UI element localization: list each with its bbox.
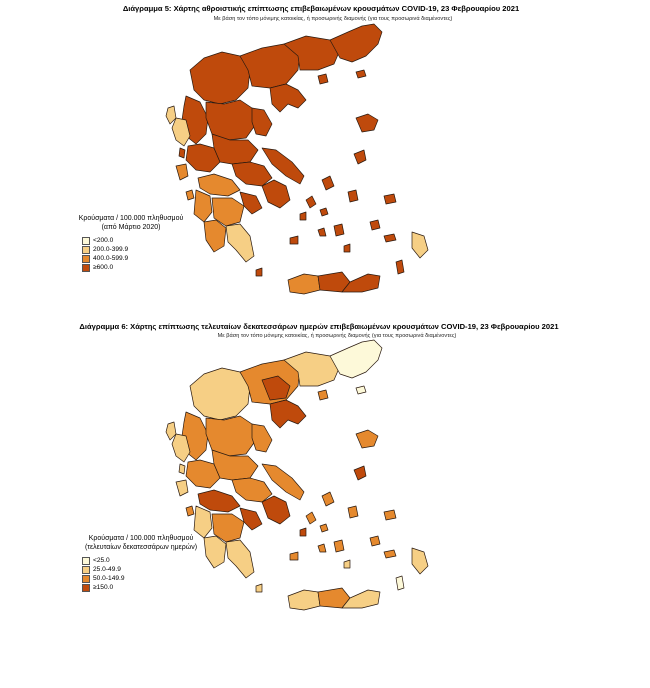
island-lemnos bbox=[356, 430, 378, 448]
region-boeotia bbox=[232, 162, 272, 186]
island-kalymnos bbox=[370, 536, 380, 546]
island-kefalonia bbox=[176, 480, 188, 496]
island-chios bbox=[348, 506, 358, 518]
region-messinia bbox=[204, 220, 226, 252]
island-lemnos bbox=[356, 114, 378, 132]
island-karpathos bbox=[396, 576, 404, 590]
island-lesvos bbox=[354, 466, 366, 480]
region-thrace bbox=[330, 340, 382, 378]
island-andros bbox=[306, 512, 316, 524]
island-tinos bbox=[320, 208, 328, 216]
island-samothraki bbox=[356, 70, 366, 78]
island-lefkada bbox=[179, 148, 185, 158]
map-subtitle: Με βάση τον τόπο μόνιμης κατοικίας, ή προσωρινής διαμονής (για τους προσωρινά διαμένοντες) bbox=[213, 16, 453, 22]
legend-item: ≥600.0 bbox=[82, 263, 206, 272]
map-subtitle: Με βάση τον τόπο μόνιμης κατοικίας, ή προσωρινής διαμονής (για τους προσωρινά διαμένοντες) bbox=[217, 333, 457, 339]
map-title: Διάγραμμα 6: Χάρτης επίπτωσης τελευταίων δεκατεσσάρων ημερών επιβεβαιωμένων κρουσμάτων COVID-19, 23 Φεβρουαρίου 2021 bbox=[79, 322, 559, 331]
island-lefkada bbox=[179, 464, 185, 474]
legend-swatch bbox=[82, 557, 90, 565]
island-zakynthos bbox=[186, 506, 194, 516]
region-thessaly bbox=[206, 100, 256, 140]
region-magnesia bbox=[252, 108, 272, 136]
island-tinos bbox=[320, 524, 328, 532]
legend-swatch bbox=[82, 255, 90, 263]
region-thrace bbox=[330, 24, 382, 62]
legend-swatch bbox=[82, 575, 90, 583]
island-samos bbox=[384, 510, 396, 520]
island-santorini bbox=[344, 244, 350, 252]
region-achaia bbox=[198, 490, 240, 512]
region-boeotia bbox=[232, 478, 272, 502]
legend-swatch bbox=[82, 566, 90, 574]
legend-item: 50.0-149.9 bbox=[82, 574, 226, 583]
island-santorini bbox=[344, 560, 350, 568]
map-legend bbox=[56, 534, 226, 592]
region-thessaly bbox=[206, 416, 256, 456]
legend-item: <200.0 bbox=[82, 236, 206, 245]
island-kythira bbox=[256, 268, 262, 276]
island-kalymnos bbox=[370, 220, 380, 230]
island-andros bbox=[306, 196, 316, 208]
island-thassos bbox=[318, 390, 328, 400]
legend-title: Κρούσματα / 100.000 πληθυσμού (από Μάρτιο 2020) bbox=[78, 215, 184, 231]
island-kos bbox=[384, 234, 396, 242]
island-paros bbox=[318, 228, 326, 236]
island-syros bbox=[300, 528, 306, 536]
region-argolida bbox=[240, 192, 262, 214]
island-naxos bbox=[334, 540, 344, 552]
island-lesvos bbox=[354, 150, 366, 164]
island-syros bbox=[300, 212, 306, 220]
island-kos bbox=[384, 550, 396, 558]
island-karpathos bbox=[396, 260, 404, 274]
legend-swatch bbox=[82, 246, 90, 254]
island-paros bbox=[318, 544, 326, 552]
region-macedonia-west bbox=[190, 52, 250, 104]
island-skyros bbox=[322, 176, 334, 190]
legend-title: Κρούσματα / 100.000 πληθυσμού (τελευταίων δεκατεσσάρων ημερών) bbox=[84, 535, 198, 551]
region-laconia bbox=[226, 540, 254, 578]
region-achaia bbox=[198, 174, 240, 196]
legend-item: ≥150.0 bbox=[82, 583, 226, 592]
island-crete-west bbox=[288, 590, 320, 610]
island-samothraki bbox=[356, 386, 366, 394]
legend-item: 400.0-599.9 bbox=[82, 254, 206, 263]
island-kythira bbox=[256, 584, 262, 592]
greece-choropleth-map bbox=[0, 0, 650, 320]
island-zakynthos bbox=[186, 190, 194, 200]
legend-swatch bbox=[82, 237, 90, 245]
map-legend bbox=[56, 214, 206, 272]
legend-item: 25.0-49.9 bbox=[82, 565, 226, 574]
region-chalkidiki bbox=[270, 400, 306, 428]
island-kefalonia bbox=[176, 164, 188, 180]
region-macedonia-west bbox=[190, 368, 250, 420]
island-rhodes bbox=[412, 548, 428, 574]
island-milos bbox=[290, 236, 298, 244]
island-milos bbox=[290, 552, 298, 560]
14day-incidence-map-panel bbox=[0, 320, 650, 630]
legend-swatch bbox=[82, 264, 90, 272]
island-naxos bbox=[334, 224, 344, 236]
island-thassos bbox=[318, 74, 328, 84]
region-chalkidiki bbox=[270, 84, 306, 112]
cumulative-incidence-map-panel bbox=[0, 0, 650, 320]
region-argolida bbox=[240, 508, 262, 530]
island-skyros bbox=[322, 492, 334, 506]
region-laconia bbox=[226, 224, 254, 262]
island-samos bbox=[384, 194, 396, 204]
region-magnesia bbox=[252, 424, 272, 452]
island-rhodes bbox=[412, 232, 428, 258]
region-attica bbox=[262, 180, 290, 208]
island-chios bbox=[348, 190, 358, 202]
region-attica bbox=[262, 496, 290, 524]
island-crete-west bbox=[288, 274, 320, 294]
legend-swatch bbox=[82, 584, 90, 592]
map-title: Διάγραμμα 5: Χάρτης αθροιστικής επίπτωσης επιβεβαιωμένων κρουσμάτων COVID-19, 23 Φεβρουαρίου 2021 bbox=[122, 4, 520, 13]
legend-item: <25.0 bbox=[82, 556, 226, 565]
legend-item: 200.0-399.9 bbox=[82, 245, 206, 254]
